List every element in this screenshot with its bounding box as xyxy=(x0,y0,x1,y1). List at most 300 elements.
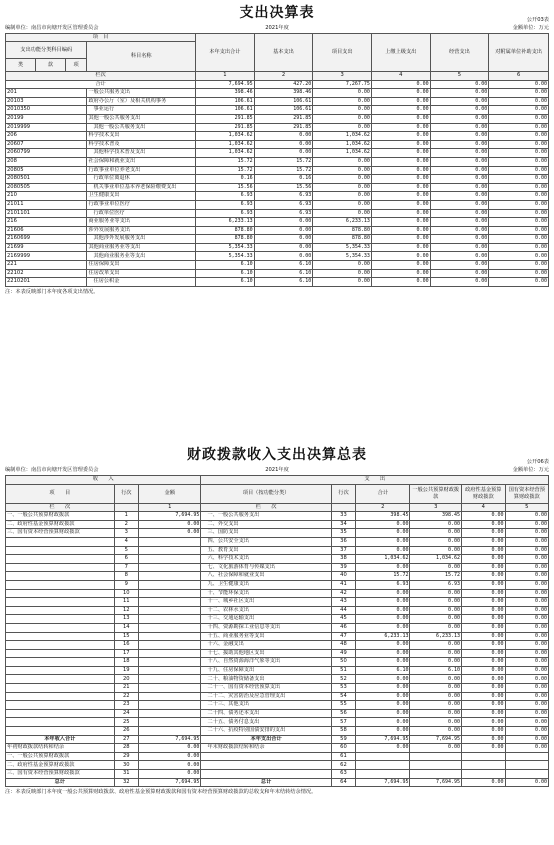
expense-row-no: 64 xyxy=(331,778,355,787)
expense-item: 七、文化旅游体育与传媒支出 xyxy=(201,563,331,572)
cell-value xyxy=(462,752,505,761)
cell-value: 0.00 xyxy=(410,546,462,555)
subject-name: 其他商业服务业等支出 xyxy=(87,243,196,252)
income-amount xyxy=(139,701,201,710)
cell-value: 0.00 xyxy=(356,684,410,693)
cell-value: 5,354.33 xyxy=(313,243,372,252)
cell-value: 0.00 xyxy=(489,243,549,252)
cell-value: 0.00 xyxy=(410,701,462,710)
expense-item: 二、外交支出 xyxy=(201,520,331,529)
income-row-no: 19 xyxy=(114,666,138,675)
table1-note: 注：本表反映部门本年度各项支出情况。 xyxy=(5,288,99,295)
subject-code: 206 xyxy=(6,132,87,141)
cell-value: 0.00 xyxy=(430,252,489,261)
cell-value: 0.00 xyxy=(505,692,549,701)
cell-value: 291.85 xyxy=(196,123,255,132)
table-row xyxy=(6,226,549,235)
cell-value: 0.00 xyxy=(313,209,372,218)
income-item xyxy=(6,641,115,650)
table-row xyxy=(6,200,549,209)
col-remit-expense: 上缴上级支出 xyxy=(371,34,430,72)
subject-name: 行政事业单位养老支出 xyxy=(87,166,196,175)
cell-value: 1,034.62 xyxy=(196,149,255,158)
table-row xyxy=(6,520,549,529)
subject-code: 20103 xyxy=(6,97,87,106)
cell-value: 0.00 xyxy=(254,243,313,252)
income-item xyxy=(6,563,115,572)
income-item xyxy=(6,718,115,727)
cell-value: 0.00 xyxy=(489,235,549,244)
cell-value: 6.93 xyxy=(196,200,255,209)
cell-value: 0.00 xyxy=(489,226,549,235)
cell-value: 0.00 xyxy=(254,235,313,244)
cell-value: 0.00 xyxy=(313,200,372,209)
cell-value: 0.00 xyxy=(462,718,505,727)
cell-value: 398.45 xyxy=(356,512,410,521)
cell-value: 0.00 xyxy=(489,209,549,218)
expense-item: 五、教育支出 xyxy=(201,546,331,555)
cell-value: 15.72 xyxy=(196,166,255,175)
cell-value: 1,034.62 xyxy=(313,149,372,158)
cell-value: 0.00 xyxy=(462,675,505,684)
cell-value xyxy=(505,752,549,761)
subject-code: 208 xyxy=(6,157,87,166)
subject-name: 商业服务业等支出 xyxy=(87,218,196,227)
income-amount xyxy=(139,675,201,684)
cell-value: 0.00 xyxy=(505,684,549,693)
table-row xyxy=(6,209,549,218)
cell-value: 0.00 xyxy=(489,149,549,158)
cell-value: 0.00 xyxy=(462,615,505,624)
table-row xyxy=(6,580,549,589)
income-row-no: 27 xyxy=(114,735,138,744)
subject-name: 行政事业单位医疗 xyxy=(87,200,196,209)
cell-value: 0.00 xyxy=(489,192,549,201)
income-item xyxy=(6,684,115,693)
expense-item: 十五、商业服务业等支出 xyxy=(201,632,331,641)
income-row-no: 5 xyxy=(114,546,138,555)
table2-title: 财政拨款收入支出决算总表 xyxy=(187,447,367,463)
cell-value: 0.00 xyxy=(430,278,489,287)
cell-value: 1,034.62 xyxy=(356,555,410,564)
cell-value: 15.72 xyxy=(410,572,462,581)
income-amount: 0.00 xyxy=(139,752,201,761)
cell-value: 0.00 xyxy=(505,744,549,753)
table2-grid xyxy=(5,475,549,787)
cell-value: 0.00 xyxy=(489,175,549,184)
cell-value: 0.00 xyxy=(430,89,489,98)
cell-value: 0.00 xyxy=(505,572,549,581)
expense-item xyxy=(201,761,331,770)
cell-value: 0.00 xyxy=(505,632,549,641)
cell-value: 0.00 xyxy=(356,649,410,658)
income-item xyxy=(6,623,115,632)
expense-row-no: 33 xyxy=(331,512,355,521)
expense-row-no: 62 xyxy=(331,761,355,770)
income-row-no: 2 xyxy=(114,520,138,529)
cell-value: 0.00 xyxy=(254,226,313,235)
expense-item: 十七、援助其他地区支出 xyxy=(201,649,331,658)
col-income-amount: 金额 xyxy=(139,484,201,503)
cell-value: 0.00 xyxy=(430,218,489,227)
cell-value: 6.93 xyxy=(410,580,462,589)
table-row xyxy=(6,183,549,192)
income-item: 本年收入合计 xyxy=(6,735,115,744)
total-value: 7,694.95 xyxy=(196,80,255,89)
cell-value: 0.00 xyxy=(430,209,489,218)
lanci-4: 4 xyxy=(371,72,430,81)
income-row-no: 32 xyxy=(114,778,138,787)
income-item xyxy=(6,692,115,701)
income-amount xyxy=(139,684,201,693)
expense-item xyxy=(201,770,331,779)
lanci-6: 6 xyxy=(489,72,549,81)
cell-value: 0.00 xyxy=(462,589,505,598)
expense-item: 十四、资源勘探工业信息等支出 xyxy=(201,623,331,632)
cell-value: 0.00 xyxy=(505,580,549,589)
income-row-no: 14 xyxy=(114,623,138,632)
cell-value: 0.00 xyxy=(430,175,489,184)
table1-meta xyxy=(5,17,549,33)
lanci-2: 2 xyxy=(254,72,313,81)
table-row xyxy=(6,269,549,278)
cell-value: 0.00 xyxy=(505,735,549,744)
cell-value: 1,034.62 xyxy=(313,140,372,149)
table-row xyxy=(6,278,549,287)
subject-name: 其他科学技术普及支出 xyxy=(87,149,196,158)
income-amount xyxy=(139,649,201,658)
cell-value: 6.93 xyxy=(254,192,313,201)
cell-value: 1,034.62 xyxy=(196,140,255,149)
income-row-no: 31 xyxy=(114,770,138,779)
expense-row-no: 37 xyxy=(331,546,355,555)
table2-unit: 编制单位：南昌市向塘开发区管理委员会 xyxy=(5,467,99,473)
cell-value: 106.61 xyxy=(254,106,313,115)
income-item: 总计 xyxy=(6,778,115,787)
cell-value: 0.00 xyxy=(462,546,505,555)
cell-value: 6.10 xyxy=(196,278,255,287)
cell-value: 0.00 xyxy=(489,106,549,115)
cell-value: 0.00 xyxy=(371,183,430,192)
cell-value: 0.00 xyxy=(371,226,430,235)
table-row xyxy=(6,709,549,718)
expense-item xyxy=(201,752,331,761)
expense-row-no: 54 xyxy=(331,692,355,701)
cell-value: 0.00 xyxy=(410,641,462,650)
cell-value: 0.00 xyxy=(462,778,505,787)
cell-value: 5,354.33 xyxy=(313,252,372,261)
income-amount xyxy=(139,666,201,675)
cell-value: 398.46 xyxy=(254,89,313,98)
income-row-no: 20 xyxy=(114,675,138,684)
subject-name: 涉外发展服务支出 xyxy=(87,226,196,235)
cell-value: 0.00 xyxy=(462,666,505,675)
cell-value: 0.00 xyxy=(371,89,430,98)
cell-value: 6.93 xyxy=(254,200,313,209)
table-row xyxy=(6,132,549,141)
cell-value: 15.72 xyxy=(254,166,313,175)
table2-meta xyxy=(5,459,549,475)
expense-row-no: 48 xyxy=(331,641,355,650)
table-row xyxy=(6,529,549,538)
cell-value: 0.00 xyxy=(505,512,549,521)
expense-item: 十一、城乡社区支出 xyxy=(201,598,331,607)
cell-value: 0.00 xyxy=(254,252,313,261)
cell-value: 0.00 xyxy=(313,183,372,192)
cell-value: 0.00 xyxy=(430,226,489,235)
cell-value: 0.00 xyxy=(505,778,549,787)
table1-project-header: 项 目 xyxy=(6,34,196,42)
cell-value: 0.00 xyxy=(371,243,430,252)
lanci-label: 栏 次 xyxy=(6,503,115,512)
expense-row-no: 56 xyxy=(331,709,355,718)
cell-value: 0.00 xyxy=(410,606,462,615)
cell-value: 0.00 xyxy=(462,727,505,736)
cell-value: 0.00 xyxy=(505,615,549,624)
cell-value: 878.80 xyxy=(196,235,255,244)
cell-value: 0.00 xyxy=(410,563,462,572)
cell-value: 398.45 xyxy=(410,512,462,521)
table-row xyxy=(6,97,549,106)
income-item: 二、政府性基金预算财政拨款 xyxy=(6,520,115,529)
cell-value: 0.00 xyxy=(430,183,489,192)
cell-value: 0.00 xyxy=(356,727,410,736)
income-header: 收 入 xyxy=(6,476,201,485)
lanci-label: 栏次 xyxy=(6,72,196,81)
cell-value: 0.00 xyxy=(489,261,549,270)
cell-value: 0.00 xyxy=(505,718,549,727)
subject-name: 其他一般公共服务支出 xyxy=(87,114,196,123)
subject-name: 行政单位离退休 xyxy=(87,175,196,184)
income-amount xyxy=(139,615,201,624)
cell-value: 0.00 xyxy=(430,243,489,252)
cell-value: 0.00 xyxy=(489,89,549,98)
cell-value: 0.00 xyxy=(356,692,410,701)
cell-value: 106.61 xyxy=(254,97,313,106)
table1-unit: 编制单位：南昌市向塘开发区管理委员会 xyxy=(5,25,99,31)
col-code: 支出功能分类科目编码 xyxy=(6,42,87,59)
cell-value: 0.00 xyxy=(410,537,462,546)
table-row xyxy=(6,261,549,270)
cell-value: 15.72 xyxy=(254,157,313,166)
cell-value: 15.56 xyxy=(196,183,255,192)
cell-value: 0.00 xyxy=(505,727,549,736)
expense-row-no: 55 xyxy=(331,701,355,710)
cell-value: 0.00 xyxy=(356,606,410,615)
cell-value: 15.56 xyxy=(254,183,313,192)
cell-value: 0.00 xyxy=(505,666,549,675)
col-kuan: 款 xyxy=(35,59,65,72)
income-item xyxy=(6,546,115,555)
expense-row-no: 52 xyxy=(331,675,355,684)
cell-value: 0.00 xyxy=(371,114,430,123)
cell-value: 0.00 xyxy=(356,563,410,572)
cell-value: 0.00 xyxy=(356,718,410,727)
col-xiang: 项 xyxy=(65,59,87,72)
cell-value: 0.00 xyxy=(410,718,462,727)
cell-value: 0.00 xyxy=(313,89,372,98)
cell-value: 0.00 xyxy=(410,598,462,607)
subject-code: 21699 xyxy=(6,243,87,252)
table-row xyxy=(6,735,549,744)
expense-header: 支 出 xyxy=(201,476,549,485)
cell-value: 106.61 xyxy=(196,106,255,115)
income-amount xyxy=(139,692,201,701)
subject-name: 其他一般公共服务支出 xyxy=(87,123,196,132)
lanci-2: 2 xyxy=(356,503,410,512)
income-amount xyxy=(139,555,201,564)
income-row-no: 28 xyxy=(114,744,138,753)
cell-value: 0.00 xyxy=(462,641,505,650)
cell-value: 106.61 xyxy=(196,97,255,106)
subject-code: 221 xyxy=(6,261,87,270)
col-lei: 类 xyxy=(6,59,36,72)
expense-item: 本年支出合计 xyxy=(201,735,331,744)
table-row xyxy=(6,175,549,184)
subject-name: 其他涉外发展服务支出 xyxy=(87,235,196,244)
cell-value: 6.10 xyxy=(254,278,313,287)
cell-value: 0.00 xyxy=(462,580,505,589)
subject-name: 社会保障和就业支出 xyxy=(87,157,196,166)
cell-value: 0.00 xyxy=(371,97,430,106)
income-item: 二、政府性基金预算财政拨款 xyxy=(6,761,115,770)
expense-item: 四、公共安全支出 xyxy=(201,537,331,546)
expense-row-no: 39 xyxy=(331,563,355,572)
col-general-public: 一般公共预算财政拨款 xyxy=(410,484,462,503)
cell-value: 0.00 xyxy=(356,744,410,753)
expense-row-no: 38 xyxy=(331,555,355,564)
cell-value: 6.93 xyxy=(196,192,255,201)
cell-value: 0.00 xyxy=(371,278,430,287)
cell-value: 0.00 xyxy=(505,701,549,710)
col-project-expense: 项目支出 xyxy=(313,34,372,72)
cell-value: 0.00 xyxy=(313,123,372,132)
subject-name: 其他商业服务业等支出 xyxy=(87,252,196,261)
table-row xyxy=(6,598,549,607)
cell-value: 0.00 xyxy=(505,658,549,667)
subject-name: 科学技术普及 xyxy=(87,140,196,149)
subject-code: 20607 xyxy=(6,140,87,149)
income-row-no: 30 xyxy=(114,761,138,770)
cell-value: 1,034.62 xyxy=(196,132,255,141)
table-row xyxy=(6,106,549,115)
income-item: 一、一般公共预算财政拨款 xyxy=(6,512,115,521)
cell-value: 0.00 xyxy=(462,649,505,658)
income-amount: 7,694.95 xyxy=(139,735,201,744)
cell-value: 0.00 xyxy=(371,140,430,149)
subject-code: 201 xyxy=(6,89,87,98)
table-row xyxy=(6,701,549,710)
col-income-row-no: 行次 xyxy=(114,484,138,503)
subject-code: 2060799 xyxy=(6,149,87,158)
expense-row-no: 43 xyxy=(331,598,355,607)
expense-row-no: 34 xyxy=(331,520,355,529)
cell-value xyxy=(356,761,410,770)
cell-value: 0.00 xyxy=(313,269,372,278)
expense-item: 十九、住房保障支出 xyxy=(201,666,331,675)
table-row xyxy=(6,761,549,770)
total-value: 0.00 xyxy=(371,80,430,89)
expense-item: 二十三、其他支出 xyxy=(201,701,331,710)
income-item: 年初财政拨款结转和结余 xyxy=(6,744,115,753)
table2-form-no: 公开06表 xyxy=(526,459,549,465)
table-row xyxy=(6,512,549,521)
cell-value: 0.00 xyxy=(356,615,410,624)
table1-form-no: 公开03表 xyxy=(526,17,549,23)
cell-value: 0.00 xyxy=(410,709,462,718)
lanci-1: 1 xyxy=(196,72,255,81)
cell-value xyxy=(505,770,549,779)
cell-value: 0.00 xyxy=(356,589,410,598)
cell-value: 0.00 xyxy=(462,632,505,641)
cell-value: 0.00 xyxy=(489,123,549,132)
cell-value: 0.00 xyxy=(356,658,410,667)
expense-row-no: 51 xyxy=(331,666,355,675)
cell-value: 0.00 xyxy=(430,149,489,158)
income-row-no: 10 xyxy=(114,589,138,598)
cell-value: 0.00 xyxy=(462,537,505,546)
cell-value: 0.00 xyxy=(462,709,505,718)
subject-name: 政府办公厅（室）及相关机构事务 xyxy=(87,97,196,106)
cell-value: 0.00 xyxy=(313,157,372,166)
cell-value xyxy=(410,770,462,779)
cell-value xyxy=(356,752,410,761)
col-income-item: 项 目 xyxy=(6,484,115,503)
subject-code: 20805 xyxy=(6,166,87,175)
table-row xyxy=(6,89,549,98)
cell-value: 0.00 xyxy=(313,278,372,287)
table-row xyxy=(6,692,549,701)
lanci-3: 3 xyxy=(313,72,372,81)
table-row xyxy=(6,615,549,624)
income-row-no: 25 xyxy=(114,718,138,727)
cell-value: 0.00 xyxy=(356,641,410,650)
income-amount xyxy=(139,572,201,581)
cell-value: 6,233.13 xyxy=(196,218,255,227)
cell-value: 6.10 xyxy=(410,666,462,675)
cell-value: 0.00 xyxy=(462,701,505,710)
expense-item: 二十六、抗疫特别国债安排的支出 xyxy=(201,727,331,736)
table-row xyxy=(6,149,549,158)
cell-value: 878.80 xyxy=(313,226,372,235)
cell-value: 0.00 xyxy=(489,157,549,166)
income-item xyxy=(6,727,115,736)
cell-value: 0.00 xyxy=(430,97,489,106)
lanci-5: 5 xyxy=(430,72,489,81)
cell-value: 7,694.95 xyxy=(356,778,410,787)
cell-value: 0.00 xyxy=(489,269,549,278)
table1-title: 支出决算表 xyxy=(239,5,315,21)
cell-value: 0.00 xyxy=(313,106,372,115)
cell-value: 0.00 xyxy=(430,157,489,166)
expense-item: 十、节能环保支出 xyxy=(201,589,331,598)
cell-value: 6.10 xyxy=(254,261,313,270)
income-item xyxy=(6,598,115,607)
income-item xyxy=(6,666,115,675)
income-row-no: 21 xyxy=(114,684,138,693)
cell-value: 6,233.13 xyxy=(356,632,410,641)
cell-value xyxy=(462,761,505,770)
col-business-expense: 经营支出 xyxy=(430,34,489,72)
lanci-label: 栏 次 xyxy=(201,503,331,512)
expense-row-no: 63 xyxy=(331,770,355,779)
cell-value: 0.00 xyxy=(430,140,489,149)
income-amount: 0.00 xyxy=(139,761,201,770)
expenditure-statement xyxy=(5,2,549,295)
lanci-5: 5 xyxy=(505,503,549,512)
col-gov-fund: 政府性基金预算财政拨款 xyxy=(462,484,505,503)
expense-row-no: 57 xyxy=(331,718,355,727)
